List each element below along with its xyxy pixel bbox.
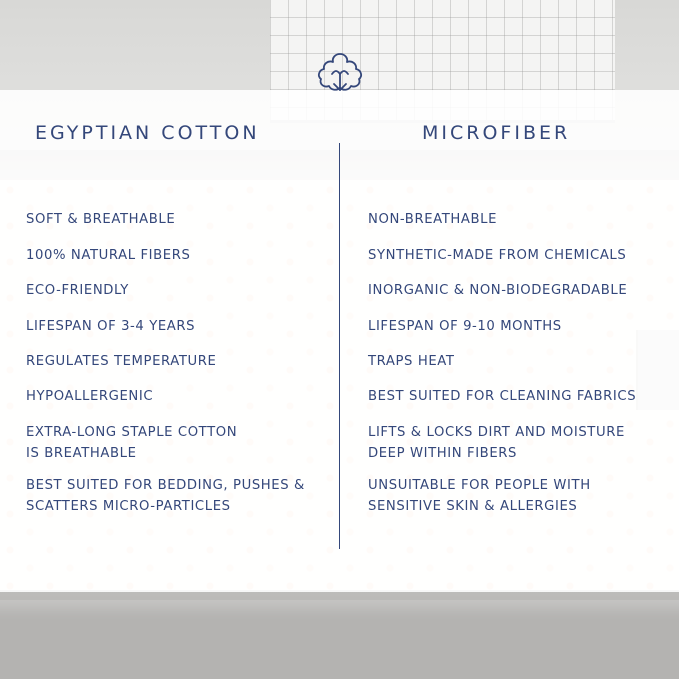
cotton-feature-item-line: EXTRA-LONG STAPLE COTTON — [26, 425, 238, 440]
cotton-feature-item-line: SCATTERS MICRO-PARTICLES — [26, 499, 231, 514]
cotton-feature-item-line: HYPOALLERGENIC — [26, 389, 154, 404]
microfiber-feature-item — [368, 209, 497, 230]
microfiber-feature-item — [368, 422, 625, 464]
microfiber-feature-item-line: TRAPS HEAT — [368, 354, 455, 369]
microfiber-feature-item — [368, 386, 636, 407]
microfiber-feature-item-line: SYNTHETIC-MADE FROM CHEMICALS — [368, 248, 627, 263]
microfiber-feature-item — [368, 351, 455, 372]
column-divider — [339, 143, 340, 549]
cotton-feature-item — [26, 245, 190, 266]
microfiber-feature-item-line: INORGANIC & NON-BIODEGRADABLE — [368, 283, 628, 298]
cotton-feature-item — [26, 280, 129, 301]
cotton-feature-item-line: LIFESPAN OF 3-4 YEARS — [26, 319, 196, 334]
cotton-feature-item — [26, 316, 195, 337]
cotton-feature-item — [26, 422, 237, 464]
cotton-feature-item-line: BEST SUITED FOR BEDDING, PUSHES & — [26, 478, 305, 493]
microfiber-feature-item — [368, 280, 627, 301]
microfiber-heading: MICROFIBER — [422, 122, 571, 144]
microfiber-feature-item-line: SENSITIVE SKIN & ALLERGIES — [368, 499, 578, 514]
background-rug — [0, 600, 679, 679]
microfiber-feature-item — [368, 475, 591, 517]
microfiber-feature-item — [368, 316, 562, 337]
cotton-feature-item — [26, 386, 153, 407]
microfiber-feature-item-line: BEST SUITED FOR CLEANING FABRICS — [368, 389, 637, 404]
microfiber-feature-item-line: DEEP WITHIN FIBERS — [368, 446, 517, 461]
cotton-feature-item-line: SOFT & BREATHABLE — [26, 212, 176, 227]
cotton-feature-item — [26, 351, 216, 372]
cotton-feature-item — [26, 209, 175, 230]
cotton-boll-icon — [312, 44, 368, 100]
cotton-feature-item-line: REGULATES TEMPERATURE — [26, 354, 217, 369]
microfiber-feature-item-line: LIFTS & LOCKS DIRT AND MOISTURE — [368, 425, 625, 440]
egyptian-cotton-heading: EGYPTIAN COTTON — [35, 122, 260, 144]
cotton-feature-item-line: IS BREATHABLE — [26, 446, 137, 461]
cotton-feature-item-line: 100% NATURAL FIBERS — [26, 248, 191, 263]
microfiber-feature-item-line: UNSUITABLE FOR PEOPLE WITH — [368, 478, 591, 493]
cotton-feature-item — [26, 475, 305, 517]
microfiber-feature-item — [368, 245, 626, 266]
microfiber-feature-item-line: NON-BREATHABLE — [368, 212, 498, 227]
cotton-feature-item-line: ECO-FRIENDLY — [26, 283, 129, 298]
microfiber-feature-item-line: LIFESPAN OF 9-10 MONTHS — [368, 319, 562, 334]
